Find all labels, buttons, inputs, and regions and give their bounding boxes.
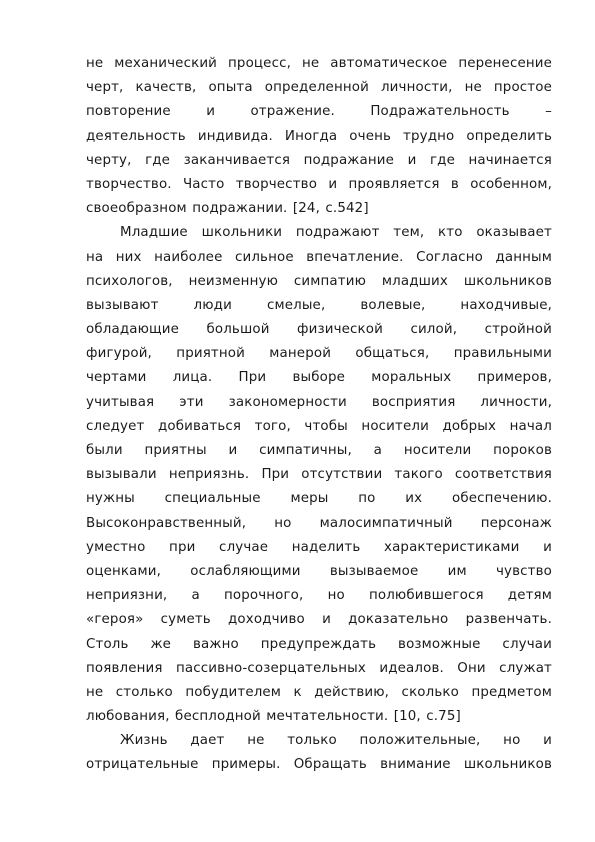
text-line: черту, где заканчивается подражание и где начинается [86,152,552,168]
text-line: черт, качеств, опыта определенной личности, не простое [86,80,552,96]
text-line: фигурой, приятной манерой общаться, правильными [86,346,552,362]
text-line: уместно при случае наделить характеристиками и [86,539,552,555]
text-line: были приятны и симпатичны, а носители пороков [86,443,552,458]
text-line: появления пассивно-созерцательных идеалов. Они служат [86,660,552,676]
paragraph-2 [86,221,552,729]
text-line: не механический процесс, не автоматическое перенесение [86,56,552,71]
text-line: не столько побудителем к действию, сколько предметом [86,684,552,700]
text-line: любования, бесплодной мечтательности. [10, с.75] [86,709,461,725]
text-line: «героя» суметь доходчиво и доказательно развенчать. [86,612,552,628]
text-line: творчество. Часто творчество и проявляется в особенном, [86,176,552,192]
paragraph-1 [86,52,552,221]
text-line: деятельность индивида. Иногда очень трудно определить [86,128,552,144]
text-line: Жизнь дает не только положительные, но и [120,733,552,749]
text-line: своеобразном подражании. [24, с.542] [86,201,369,217]
text-line: Младшие школьники подражают тем, кто оказывает [120,225,552,241]
document-page [86,52,552,778]
text-line: психологов, неизменную симпатию младших школьников [86,273,552,289]
text-line: чертами лица. При выборе моральных примеров, [86,370,552,386]
text-line: на них наиболее сильное впечатление. Согласно данным [86,249,552,265]
text-line: Высоконравственный, но малосимпатичный персонаж [86,515,552,531]
text-line: Столь же важно предупреждать возможные случаи [86,636,552,652]
text-line: учитывая эти закономерности восприятия личности, [86,394,552,410]
text-line: вызывают люди смелые, волевые, находчивые, [86,297,552,313]
text-line: обладающие большой физической силой, стройной [86,322,552,338]
text-line: следует добиваться того, чтобы носители добрых начал [86,418,552,434]
text-line: отрицательные примеры. Обращать внимание школьников [86,757,552,773]
text-line: вызывали неприязнь. При отсутствии такого соответствия [86,467,552,483]
text-line: неприязни, а порочного, но полюбившегося детям [86,588,552,604]
text-line: нужны специальные меры по их обеспечению. [86,491,552,507]
paragraph-3 [86,729,552,777]
text-line: оценками, ослабляющими вызываемое им чувство [86,563,552,579]
text-line: повторение и отражение. Подражательность – [86,104,552,120]
